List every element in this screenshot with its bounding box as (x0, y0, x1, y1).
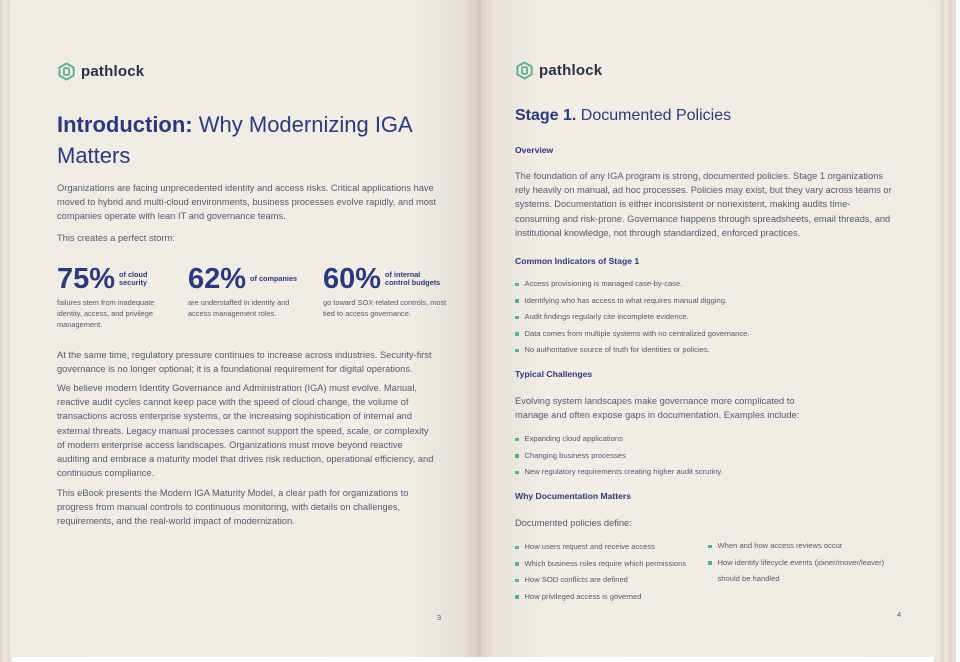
list-item (515, 464, 895, 481)
stat-number: 62% (188, 263, 247, 295)
indicators-heading: Common Indicators of Stage 1 (515, 256, 640, 266)
logo-text: pathlock (539, 62, 603, 79)
bullet-icon (515, 316, 519, 320)
stat-description: go toward SOX-related controls, most tied to access governance. (323, 298, 447, 318)
list-item (515, 326, 895, 343)
challenges-paragraph: Evolving system landscapes make governance more complicated to manage and often expose gaps in documentation. Examples include: (515, 396, 800, 421)
bullet-icon (515, 332, 519, 336)
list-item (515, 539, 700, 556)
left-page (10, 0, 477, 657)
page-number: 4 (897, 610, 902, 619)
stat-cloud-security (57, 264, 177, 330)
regulatory-paragraph: At the same time, regulatory pressure continues to increase across industries. Security-first governance is no longer optional; it is a foundational requirement for digital operations. (57, 350, 432, 375)
list-item (515, 293, 895, 310)
list-item-text: Which business roles require which permissions (524, 558, 687, 568)
list-item (515, 448, 895, 465)
title-bold: Introduction: (57, 112, 193, 137)
stat-companies (188, 264, 313, 319)
right-page (481, 0, 936, 657)
list-item-text: Expanding cloud applications (524, 434, 623, 443)
list-item (515, 309, 895, 326)
list-item-text: Identifying who has access to what requires manual digging. (524, 295, 728, 305)
bullet-icon (515, 299, 519, 303)
why-heading: Why Documentation Matters (515, 491, 632, 501)
list-item (708, 538, 898, 555)
stat-label: of internal control budgets (385, 269, 441, 287)
stat-number: 60% (323, 263, 382, 295)
list-item-text: Changing business processes (524, 450, 626, 460)
overview-heading: Overview (515, 145, 554, 155)
list-item (515, 556, 700, 573)
ebook-paragraph: This eBook presents the Modern IGA Maturity Model, a clear path for organizations to progress from manual controls to continuous monitoring, with details on challenges, requirements, and the real-world impact of modernization. (57, 488, 409, 527)
list-item (515, 342, 895, 359)
iga-paragraph: We believe modern Identity Governance and Administration (IGA) must evolve. Manual, reactive audit cycles cannot keep pace with the speed of cloud change, the volume of transactions across enterprise systems, or the increasing sophistication of internal and external threats. Legacy manual processes cannot support the speed, scale, or complexity of modern enterprise access landscapes. Organizations must move beyond reactive auditing and embrace a maturity model that drives risk reduction, operational efficiency, and continuous compliance. (57, 383, 434, 479)
logo-text: pathlock (81, 63, 145, 80)
list-item (515, 572, 700, 589)
define-list-right (708, 538, 898, 588)
bullet-icon (515, 283, 519, 287)
page-title (57, 109, 437, 171)
list-item (515, 276, 895, 293)
bullet-icon (515, 595, 519, 599)
stat-description: failures stem from inadequate identity, access, and privilege management. (57, 298, 155, 329)
why-paragraph: Documented policies define: (515, 518, 632, 528)
list-item-text: How identity lifecycle events (joiner/mover/leaver) should be handled (717, 557, 885, 584)
stat-label: of companies (250, 273, 298, 283)
list-item-text: Access provisioning is managed case-by-case. (524, 279, 683, 288)
bullet-icon (515, 579, 519, 583)
stage-title (515, 107, 731, 125)
stat-description: are understaffed in identity and access management roles. (188, 298, 290, 318)
list-item-text: Audit findings regularly cite incomplete evidence. (524, 312, 689, 322)
list-item (515, 589, 700, 606)
list-item-text: When and how access reviews occur (717, 541, 843, 550)
bullet-icon (515, 454, 519, 458)
intro-paragraph: Organizations are facing unprecedented identity and access risks. Critical applications have moved to hybrid and multi-cloud environments, business processes evolve rapidly, and most companies operate with lean IT and governance teams. (57, 183, 437, 222)
list-item-text: How users request and receive access (524, 542, 655, 551)
stat-control-budgets (323, 264, 453, 319)
bullet-icon (515, 546, 519, 550)
list-item-text: New regulatory requirements creating higher audit scrutiny. (524, 467, 723, 477)
pathlock-logo-icon (515, 61, 534, 80)
list-item-text: How privileged access is governed (524, 591, 642, 601)
list-item-text: Data comes from multiple systems with no centralized governance. (524, 328, 750, 338)
bullet-icon (515, 349, 519, 353)
overview-paragraph: The foundation of any IGA program is strong, documented policies. Stage 1 organizations rely heavily on manual, ad hoc processes. Policies may exist, but they vary across teams or systems. Documentation is either inconsistent or nonexistent, making audits time-consuming and risk-prone. Governance happens through spreadsheets, email threads, and institutional knowledge, not through standardized, enforced practices. (515, 171, 892, 238)
pathlock-logo (57, 62, 144, 81)
indicators-list (515, 276, 895, 359)
right-page-edge (934, 0, 956, 662)
title-rest: Why Modernizing IGA Matters (57, 112, 412, 168)
list-item (708, 555, 898, 588)
page-number: 3 (437, 613, 442, 622)
pathlock-logo (515, 61, 602, 80)
stat-number: 75% (57, 263, 116, 295)
challenges-list (515, 431, 895, 481)
bullet-icon (515, 438, 519, 442)
bullet-icon (708, 545, 712, 549)
bullet-icon (708, 561, 712, 565)
bullet-icon (515, 471, 519, 475)
stage-title-bold: Stage 1. (515, 107, 577, 124)
list-item (515, 431, 895, 448)
challenges-heading: Typical Challenges (515, 369, 593, 379)
storm-paragraph: This creates a perfect storm: (57, 233, 175, 243)
stage-title-rest: Documented Policies (576, 107, 732, 124)
stat-label: of cloud security (119, 269, 148, 287)
define-list-left (515, 539, 700, 605)
list-item-text: How SOD conflicts are defined (524, 575, 628, 585)
list-item-text: No authoritative source of truth for identities or policies. (524, 345, 710, 355)
bullet-icon (515, 562, 519, 566)
pathlock-logo-icon (57, 62, 76, 81)
